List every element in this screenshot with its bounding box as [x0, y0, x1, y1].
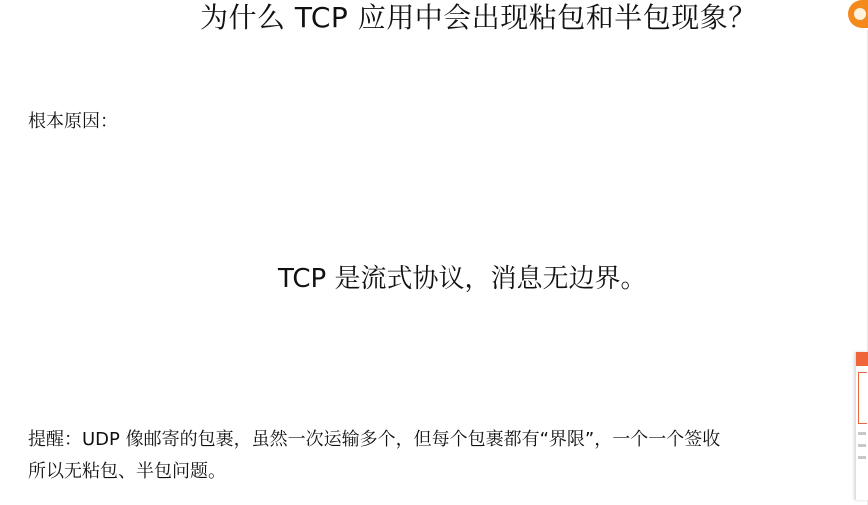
side-card-thumbnail	[858, 372, 867, 424]
side-card-tab[interactable]	[856, 352, 868, 366]
floating-side-card[interactable]	[855, 352, 868, 500]
tip-line-2: 所以无粘包、半包问题。	[28, 461, 226, 482]
main-point: TCP 是流式协议，消息无边界。	[278, 264, 647, 294]
assistant-icon[interactable]	[848, 0, 868, 28]
tip-line-1: 提醒：UDP 像邮寄的包裹，虽然一次运输多个，但每个包裹都有“界限”，一个一个签收	[28, 429, 721, 450]
tip-paragraph	[28, 424, 858, 488]
side-card-line	[858, 432, 866, 435]
side-card-line	[858, 444, 866, 447]
side-card-line	[858, 456, 866, 459]
slide-title: 为什么 TCP 应用中会出现粘包和半包现象？	[200, 1, 757, 34]
assistant-icon-dot	[854, 8, 866, 20]
section-label: 根本原因：	[28, 111, 118, 132]
